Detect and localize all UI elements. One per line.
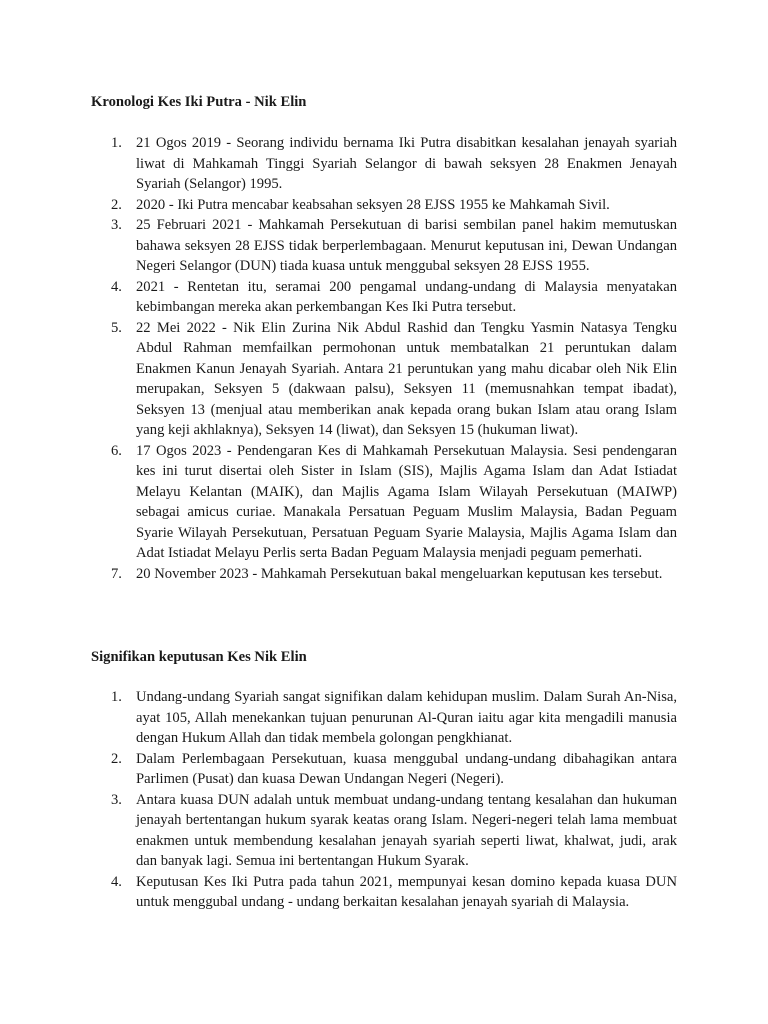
list-item [91,318,677,441]
list-item-text: 2021 - Rentetan itu, seramai 200 pengamal undang-undang di Malaysia menyatakan kebimbangan mereka akan perkembangan Kes Iki Putra tersebut. [136,278,677,315]
list-item [91,215,677,277]
list-item [91,872,677,913]
section-heading-chronology: Kronologi Kes Iki Putra - Nik Elin [91,94,307,110]
list-item [91,133,677,195]
list-item [91,687,677,749]
list-item-number: 4. [111,873,122,890]
list-item-number: 7. [111,565,122,582]
list-item [91,441,677,564]
list-item-text: 20 November 2023 - Mahkamah Persekutuan bakal mengeluarkan keputusan kes tersebut. [136,565,663,582]
list-item [91,749,677,790]
list-item-text: 2020 - Iki Putra mencabar keabsahan seksyen 28 EJSS 1955 ke Mahkamah Sivil. [136,196,610,213]
list-item [91,564,677,585]
list-item-text: Keputusan Kes Iki Putra pada tahun 2021, mempunyai kesan domino kepada kuasa DUN untuk menggubal undang - undang berkaitan kesalahan jenayah syariah di Malaysia. [136,873,677,910]
list-item-text: 22 Mei 2022 - Nik Elin Zurina Nik Abdul Rashid dan Tengku Yasmin Natasya Tengku Abdul Rahman memfailkan permohonan untuk membatalkan 21 peruntukan dalam Enakmen Kanun Jenayah Syariah. Antara 21 peruntukan yang mahu dicabar oleh Nik Elin merupakan, Seksyen 5 (dakwaan palsu), Seksyen 11 (memusnahkan tempat ibadat), Seksyen 13 (menjual atau memberikan anak kepada orang bukan Islam atau orang Islam yang keji akhlaknya), Seksyen 14 (liwat), dan Seksyen 15 (hukuman liwat). [136,319,677,438]
list-item [91,195,677,216]
list-item-text: Dalam Perlembagaan Persekutuan, kuasa menggubal undang-undang dibahagikan antara Parlimen (Pusat) dan kuasa Dewan Undangan Negeri (Negeri). [136,750,677,787]
list-item-number: 1. [111,689,122,705]
significance-list [91,687,677,913]
list-item-text: Antara kuasa DUN adalah untuk membuat undang-undang tentang kesalahan dan hukuman jenayah bertentangan hukum syarak keatas orang Islam. Negeri-negeri telah lama membuat enakmen untuk membendung kesalahan jenayah syariah seperti liwat, khalwat, judi, arak dan banyak lagi. Semua ini bertentangan Hukum Syarak. [136,791,677,869]
list-item-number: 3. [111,791,122,808]
list-item-number: 4. [111,278,122,295]
list-item-number: 3. [111,217,122,233]
list-item-text: 17 Ogos 2023 - Pendengaran Kes di Mahkamah Persekutuan Malaysia. Sesi pendengaran kes ini turut disertai oleh Sister in Islam (SIS), Majlis Agama Islam dan Adat Istiadat Melayu Kelantan (MAIK), dan Majlis Agama Islam Wilayah Persekutuan (MAIWP) sebagai amicus curiae. Manakala Persatuan Peguam Muslim Malaysia, Badan Peguam Syarie Wilayah Persekutuan, Persatuan Peguam Syarie Malaysia, Majlis Agama Islam dan Adat Istiadat Melayu Perlis serta Badan Peguam Malaysia menjadi peguam pemerhati. [136,442,677,561]
list-item-number: 6. [111,442,122,459]
list-item-number: 2. [111,750,122,767]
list-item-number: 1. [111,135,122,151]
list-item [91,790,677,872]
chronology-list [91,133,677,584]
section-heading-significance: Signifikan keputusan Kes Nik Elin [91,649,307,665]
list-item-text: Undang-undang Syariah sangat signifikan dalam kehidupan muslim. Dalam Surah An-Nisa, ayat 105, Allah menekankan tujuan penurunan Al-Quran iaitu agar kita mengadili manusia dengan Hukum Allah dan tidak membela golongan pengkhianat. [136,689,677,746]
list-item [91,277,677,318]
list-item-number: 5. [111,319,122,336]
list-item-number: 2. [111,196,122,213]
list-item-text: 25 Februari 2021 - Mahkamah Persekutuan di barisi sembilan panel hakim memutuskan bahawa seksyen 28 EJSS tidak berperlembagaan. Menurut keputusan ini, Dewan Undangan Negeri Selangor (DUN) tiada kuasa untuk menggubal seksyen 28 EJSS 1955. [136,217,677,274]
list-item-text: 21 Ogos 2019 - Seorang individu bernama Iki Putra disabitkan kesalahan jenayah syariah liwat di Mahkamah Tinggi Syariah Selangor di bawah seksyen 28 Enakmen Jenayah Syariah (Selangor) 1995. [136,135,677,192]
